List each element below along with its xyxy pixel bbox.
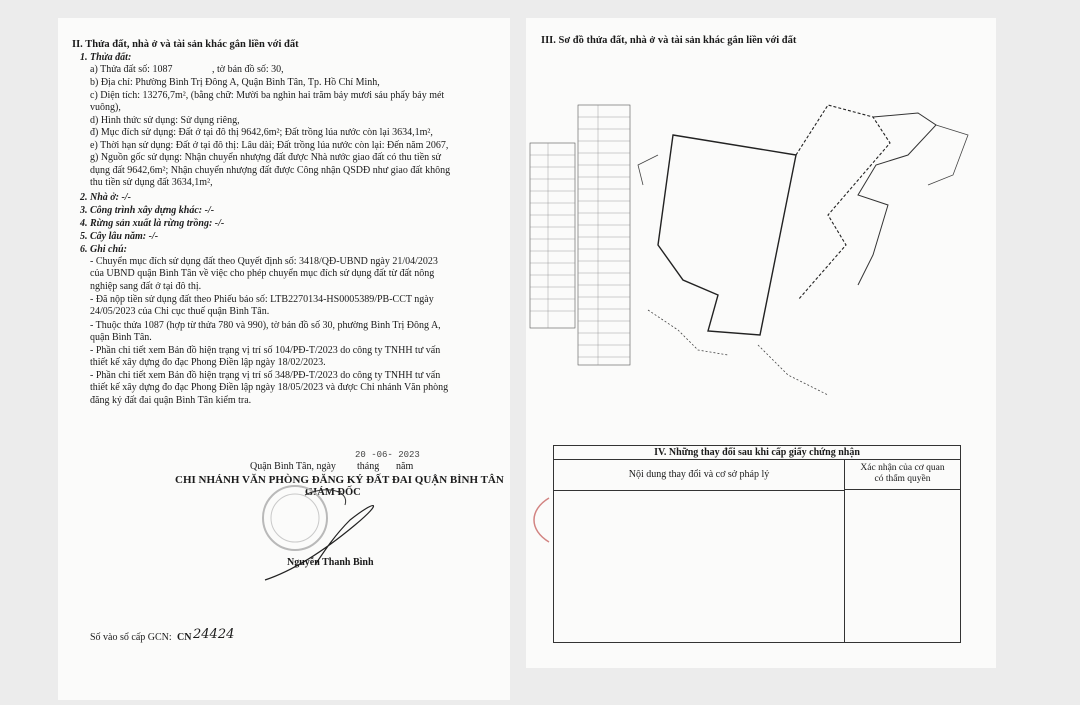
- perennial-item: 5. Cây lâu năm: -/-: [80, 231, 159, 242]
- registry-label: Số vào sổ cấp GCN:: [90, 632, 172, 643]
- road-line-2: [758, 345, 828, 395]
- note-1-line-2: của UBND quận Bình Tân về việc cho phép chuyển mục đích sử dụng đất từ đất nông: [90, 268, 435, 279]
- boundary-stub: [638, 155, 658, 185]
- registry-number-handwritten: 24424: [193, 627, 235, 642]
- origin-line-3: thu tiền sử dụng đất 3634,1m²,: [90, 177, 213, 188]
- red-seal-fragment: [524, 495, 554, 545]
- changes-table: [553, 445, 961, 643]
- month-label: tháng: [357, 461, 380, 472]
- official-seal-and-signature: [255, 480, 395, 600]
- authority-confirmation-column: [845, 490, 960, 642]
- coordinate-table-2: [578, 105, 630, 365]
- note-2-line-1: - Đã nộp tiền sử dụng đất theo Phiếu báo số: LTB2270134-HS0005389/PB-CCT ngày: [90, 294, 434, 305]
- map-sheet: , tờ bản đồ số: 30,: [212, 64, 284, 75]
- note-3-line-1: - Thuộc thửa 1087 (hợp từ thửa 780 và 990), tờ bản đồ số 30, phường Bình Trị Đông A,: [90, 320, 441, 331]
- seal-outer-ring: [263, 486, 327, 550]
- secondary-parcel-outline: [796, 105, 890, 300]
- road-line: [648, 310, 728, 355]
- office-name: CHI NHÁNH VĂN PHÒNG ĐĂNG KÝ ĐẤT ĐAI QUẬN BÌNH TÂN: [175, 474, 504, 486]
- forest-item: 4. Rừng sản xuất là rừng trồng: -/-: [80, 218, 225, 229]
- section-iii-heading: III. Sơ đồ thửa đất, nhà ở và tài sản khác gắn liền với đất: [541, 35, 797, 46]
- coordinate-table-1: [530, 143, 575, 328]
- note-5-line-2: thiết kế xây dựng đo đạc Phong Điền lập ngày 18/05/2023 và được Chi nhánh Văn phòng: [90, 382, 449, 393]
- origin-line-2: dụng đất 9642,6m²; Nhận chuyển nhượng đất được Công nhận QSDĐ như giao đất không: [90, 165, 451, 176]
- authority-header-line-2: có thẩm quyền: [874, 474, 931, 484]
- coordinate-table-rows: [530, 105, 630, 365]
- director-title: GIÁM ĐỐC: [305, 487, 361, 498]
- authority-confirmation-header: [845, 460, 960, 490]
- authority-header-line-1: Xác nhận của cơ quan: [860, 463, 945, 473]
- note-4-line-1: - Phần chi tiết xem Bản đồ hiện trạng vị trí số 104/PĐ-T/2023 do công ty TNHH tư vấn: [90, 345, 441, 356]
- note-5-line-1: - Phần chi tiết xem Bản đồ hiện trạng vị trí số 348/PĐ-T/2023 do công ty TNHH tư vấn: [90, 370, 441, 381]
- note-1-line-1: - Chuyển mục đích sử dụng đất theo Quyết định số: 3418/QĐ-UBND ngày 21/04/2023: [90, 256, 438, 267]
- registry-prefix: CN: [177, 632, 192, 643]
- construction-item: 3. Công trình xây dựng khác: -/-: [80, 205, 215, 216]
- plot-number: a) Thửa đất số: 1087: [90, 64, 173, 75]
- area-line-cont: vuông),: [90, 102, 121, 113]
- section-iv-heading: IV. Những thay đổi sau khi cấp giấy chứng nhận: [554, 446, 960, 460]
- note-2-line-2: 24/05/2023 của Chi cục thuế quận Bình Tân.: [90, 306, 270, 317]
- plot-diagram: [528, 95, 973, 405]
- note-1-line-3: nghiệp sang đất ở tại đô thị.: [90, 281, 202, 292]
- usage-term: e) Thời hạn sử dụng: Đất ở tại đô thị: Lâu dài; Đất trồng lúa nước còn lại: Đến năm 2067,: [90, 140, 449, 151]
- house-item: 2. Nhà ở: -/-: [80, 192, 131, 203]
- signer-name: Nguyễn Thanh Bình: [287, 557, 374, 568]
- note-4-line-2: thiết kế xây dựng đo đạc Phong Điền lập ngày 18/02/2023.: [90, 357, 326, 368]
- signature-flourish: [305, 490, 346, 505]
- note-3-line-2: quận Bình Tân.: [90, 332, 152, 343]
- changes-content-header: Nội dung thay đổi và cơ sở pháp lý: [554, 460, 844, 491]
- north-east-line: [928, 125, 968, 185]
- usage-form: d) Hình thức sử dụng: Sử dụng riêng,: [90, 115, 240, 126]
- origin-line-1: g) Nguồn gốc sử dụng: Nhận chuyển nhượng đất được Nhà nước giao đất có thu tiền sử: [90, 152, 441, 163]
- notes-title: 6. Ghi chú:: [80, 244, 127, 255]
- area-line: c) Diện tích: 13276,7m², (bằng chữ: Mười ba nghìn hai trăm bảy mươi sáu phẩy bảy mét: [90, 90, 445, 101]
- address-line: b) Địa chỉ: Phường Bình Trị Đông A, Quận Bình Tân, Tp. Hồ Chí Minh,: [90, 77, 380, 88]
- place-date: Quận Bình Tân, ngày: [250, 461, 336, 472]
- section-ii-heading: II. Thửa đất, nhà ở và tài sản khác gắn liền với đất: [72, 39, 299, 50]
- date-stamp: 20 -06- 2023: [355, 450, 420, 460]
- main-parcel-outline: [658, 135, 796, 335]
- land-plot-title: 1. Thửa đất:: [80, 52, 132, 63]
- seal-inner-ring: [271, 494, 319, 542]
- east-parcel-outline: [858, 113, 936, 285]
- year-label: năm: [396, 461, 414, 472]
- usage-purpose: đ) Mục đích sử dụng: Đất ở tại đô thị 9642,6m²; Đất trồng lúa nước còn lại 3634,1m²,: [90, 127, 433, 138]
- note-5-line-3: đăng ký đất đai quận Bình Tân kiểm tra.: [90, 395, 252, 406]
